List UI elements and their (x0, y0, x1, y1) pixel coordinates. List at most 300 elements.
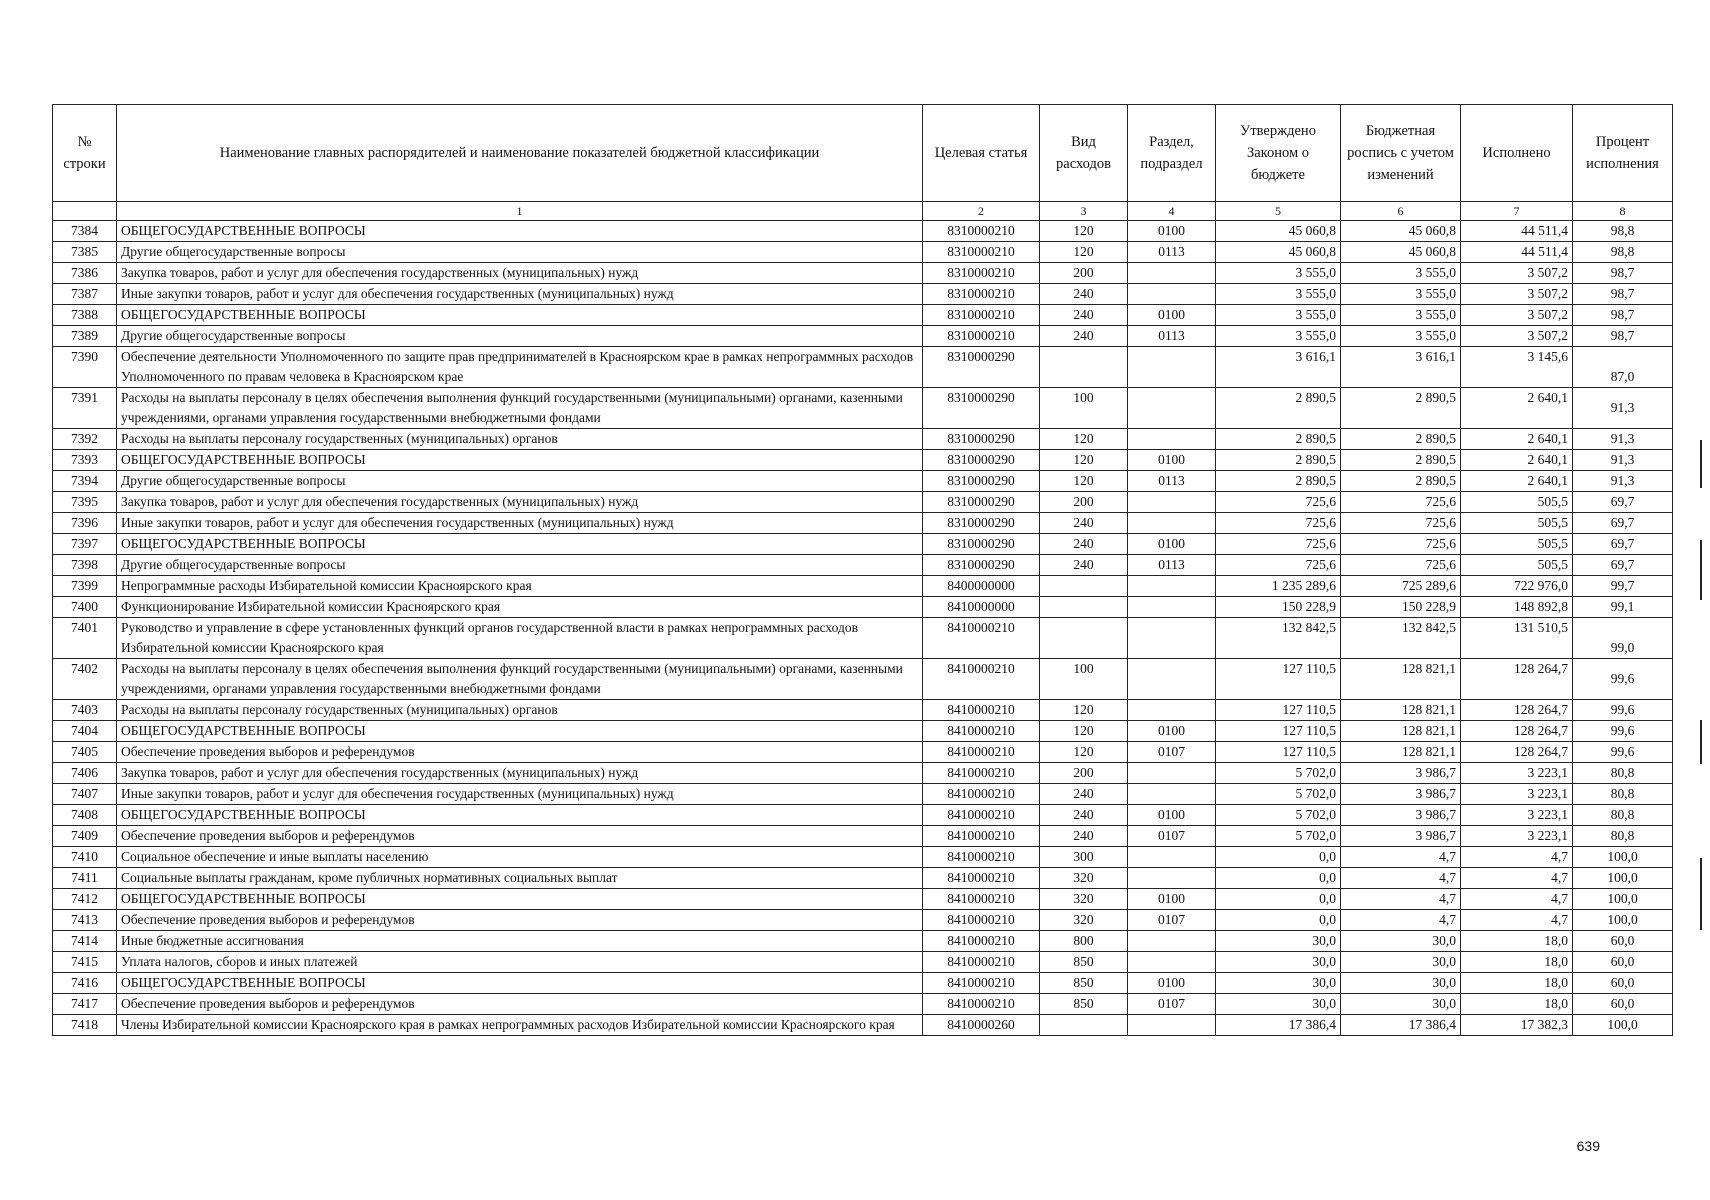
row-executed: 2 640,1 (1461, 450, 1573, 471)
row-section (1128, 931, 1216, 952)
row-budget-list: 725,6 (1341, 555, 1461, 576)
row-approved: 725,6 (1216, 513, 1341, 534)
row-expense-type: 320 (1040, 868, 1128, 889)
row-number: 7407 (53, 784, 117, 805)
row-executed: 128 264,7 (1461, 659, 1573, 700)
row-target-article: 8310000290 (923, 513, 1040, 534)
row-number: 7389 (53, 326, 117, 347)
table-row (53, 534, 1673, 555)
row-target-article: 8410000210 (923, 847, 1040, 868)
row-target-article: 8410000210 (923, 618, 1040, 659)
row-percent: 80,8 (1573, 826, 1673, 847)
row-budget-list: 3 986,7 (1341, 805, 1461, 826)
row-number: 7417 (53, 994, 117, 1015)
row-executed: 722 976,0 (1461, 576, 1573, 597)
row-percent: 100,0 (1573, 1015, 1673, 1036)
row-executed: 505,5 (1461, 534, 1573, 555)
row-percent: 99,0 (1573, 618, 1673, 659)
row-budget-list: 128 821,1 (1341, 721, 1461, 742)
row-percent: 80,8 (1573, 763, 1673, 784)
row-expense-type: 120 (1040, 471, 1128, 492)
row-executed: 505,5 (1461, 492, 1573, 513)
header-row (53, 105, 1673, 202)
row-approved: 0,0 (1216, 868, 1341, 889)
row-expense-type: 300 (1040, 847, 1128, 868)
column-number: 5 (1216, 202, 1341, 221)
row-budget-list: 2 890,5 (1341, 429, 1461, 450)
table-row (53, 576, 1673, 597)
row-section: 0100 (1128, 221, 1216, 242)
header-budget-list: Бюджетная роспись с учетом изменений (1341, 105, 1461, 202)
row-target-article: 8310000290 (923, 450, 1040, 471)
row-expense-type: 850 (1040, 994, 1128, 1015)
row-target-article: 8410000210 (923, 889, 1040, 910)
row-number: 7385 (53, 242, 117, 263)
row-expense-type: 240 (1040, 305, 1128, 326)
row-percent: 91,3 (1573, 429, 1673, 450)
row-expense-type: 800 (1040, 931, 1128, 952)
row-executed: 18,0 (1461, 952, 1573, 973)
row-budget-list: 3 986,7 (1341, 763, 1461, 784)
row-percent: 99,6 (1573, 659, 1673, 700)
row-target-article: 8410000210 (923, 742, 1040, 763)
row-name: Другие общегосударственные вопросы (117, 326, 923, 347)
row-expense-type: 850 (1040, 973, 1128, 994)
row-target-article: 8410000210 (923, 973, 1040, 994)
row-budget-list: 17 386,4 (1341, 1015, 1461, 1036)
row-percent: 60,0 (1573, 994, 1673, 1015)
row-section (1128, 429, 1216, 450)
row-number: 7409 (53, 826, 117, 847)
row-target-article: 8310000210 (923, 284, 1040, 305)
row-executed: 4,7 (1461, 868, 1573, 889)
row-approved: 3 555,0 (1216, 326, 1341, 347)
row-name: Закупка товаров, работ и услуг для обеспечения государственных (муниципальных) нужд (117, 763, 923, 784)
row-approved: 3 555,0 (1216, 284, 1341, 305)
header-section: Раздел, подраздел (1128, 105, 1216, 202)
row-name: Другие общегосударственные вопросы (117, 555, 923, 576)
row-budget-list: 3 555,0 (1341, 263, 1461, 284)
row-approved: 725,6 (1216, 555, 1341, 576)
row-target-article: 8410000210 (923, 721, 1040, 742)
table-row (53, 242, 1673, 263)
row-name: Другие общегосударственные вопросы (117, 471, 923, 492)
row-name: Социальное обеспечение и иные выплаты населению (117, 847, 923, 868)
row-budget-list: 3 986,7 (1341, 784, 1461, 805)
row-budget-list: 3 616,1 (1341, 347, 1461, 388)
header-target-article: Целевая статья (923, 105, 1040, 202)
scan-margin-mark (1700, 540, 1702, 600)
row-number: 7418 (53, 1015, 117, 1036)
row-number: 7398 (53, 555, 117, 576)
row-expense-type (1040, 347, 1128, 388)
row-executed: 4,7 (1461, 889, 1573, 910)
row-budget-list: 2 890,5 (1341, 388, 1461, 429)
row-expense-type (1040, 1015, 1128, 1036)
row-name: Другие общегосударственные вопросы (117, 242, 923, 263)
row-executed: 148 892,8 (1461, 597, 1573, 618)
row-number: 7402 (53, 659, 117, 700)
row-approved: 17 386,4 (1216, 1015, 1341, 1036)
row-section (1128, 347, 1216, 388)
row-percent: 100,0 (1573, 847, 1673, 868)
row-section: 0107 (1128, 910, 1216, 931)
row-number: 7390 (53, 347, 117, 388)
table-row (53, 388, 1673, 429)
table-row (53, 326, 1673, 347)
row-executed: 3 507,2 (1461, 305, 1573, 326)
row-section (1128, 1015, 1216, 1036)
column-number: 1 (117, 202, 923, 221)
header-expense-type: Вид расходов (1040, 105, 1128, 202)
row-section: 0100 (1128, 450, 1216, 471)
row-approved: 127 110,5 (1216, 700, 1341, 721)
row-expense-type: 200 (1040, 492, 1128, 513)
row-name: ОБЩЕГОСУДАРСТВЕННЫЕ ВОПРОСЫ (117, 973, 923, 994)
row-target-article: 8310000290 (923, 388, 1040, 429)
row-number: 7401 (53, 618, 117, 659)
row-expense-type: 240 (1040, 555, 1128, 576)
row-budget-list: 4,7 (1341, 868, 1461, 889)
header-approved: Утверждено Законом о бюджете (1216, 105, 1341, 202)
table-row (53, 784, 1673, 805)
row-section: 0100 (1128, 889, 1216, 910)
scan-margin-mark (1700, 858, 1702, 930)
table-row (53, 721, 1673, 742)
page-number: 639 (1576, 1138, 1600, 1154)
row-budget-list: 30,0 (1341, 952, 1461, 973)
row-section: 0107 (1128, 742, 1216, 763)
column-number: 7 (1461, 202, 1573, 221)
row-name: ОБЩЕГОСУДАРСТВЕННЫЕ ВОПРОСЫ (117, 305, 923, 326)
row-section: 0100 (1128, 721, 1216, 742)
row-name: Иные закупки товаров, работ и услуг для обеспечения государственных (муниципальных) нужд (117, 284, 923, 305)
row-section: 0113 (1128, 471, 1216, 492)
row-number: 7384 (53, 221, 117, 242)
row-expense-type: 120 (1040, 700, 1128, 721)
row-target-article: 8310000290 (923, 534, 1040, 555)
row-executed: 2 640,1 (1461, 388, 1573, 429)
row-target-article: 8310000210 (923, 242, 1040, 263)
row-section: 0107 (1128, 994, 1216, 1015)
row-expense-type: 120 (1040, 221, 1128, 242)
row-percent: 100,0 (1573, 910, 1673, 931)
row-executed: 4,7 (1461, 910, 1573, 931)
row-percent: 99,7 (1573, 576, 1673, 597)
row-name: Обеспечение проведения выборов и референдумов (117, 994, 923, 1015)
row-percent: 91,3 (1573, 450, 1673, 471)
row-number: 7411 (53, 868, 117, 889)
column-number-row (53, 202, 1673, 221)
row-target-article: 8410000210 (923, 659, 1040, 700)
row-expense-type (1040, 618, 1128, 659)
row-executed: 44 511,4 (1461, 221, 1573, 242)
row-name: Закупка товаров, работ и услуг для обеспечения государственных (муниципальных) нужд (117, 492, 923, 513)
row-target-article: 8410000210 (923, 910, 1040, 931)
row-name: Иные бюджетные ассигнования (117, 931, 923, 952)
row-name: Обеспечение деятельности Уполномоченного по защите прав предпринимателей в Красноярском крае в рамках непрограммных расходов Уполномоченного по правам человека в Красноярском крае (117, 347, 923, 388)
row-expense-type: 200 (1040, 763, 1128, 784)
row-percent: 98,8 (1573, 221, 1673, 242)
row-expense-type (1040, 597, 1128, 618)
budget-execution-table (52, 104, 1673, 1036)
row-number: 7388 (53, 305, 117, 326)
row-name: Расходы на выплаты персоналу в целях обеспечения выполнения функций государственными (муниципальными) органами, казенными учреждениями, органами управления государственными внебюджетными фондами (117, 388, 923, 429)
row-section (1128, 513, 1216, 534)
table-row (53, 555, 1673, 576)
row-section (1128, 784, 1216, 805)
table-row (53, 513, 1673, 534)
row-approved: 2 890,5 (1216, 388, 1341, 429)
row-section: 0113 (1128, 242, 1216, 263)
row-section (1128, 847, 1216, 868)
row-number: 7410 (53, 847, 117, 868)
row-approved: 127 110,5 (1216, 721, 1341, 742)
row-name: Иные закупки товаров, работ и услуг для обеспечения государственных (муниципальных) нужд (117, 513, 923, 534)
row-target-article: 8310000290 (923, 429, 1040, 450)
row-executed: 131 510,5 (1461, 618, 1573, 659)
row-name: Расходы на выплаты персоналу в целях обеспечения выполнения функций государственными (муниципальными) органами, казенными учреждениями, органами управления государственными внебюджетными фондами (117, 659, 923, 700)
row-percent: 99,6 (1573, 721, 1673, 742)
row-budget-list: 30,0 (1341, 931, 1461, 952)
row-percent: 80,8 (1573, 805, 1673, 826)
table-row (53, 826, 1673, 847)
row-section (1128, 618, 1216, 659)
row-budget-list: 4,7 (1341, 889, 1461, 910)
table-body (53, 221, 1673, 1036)
row-approved: 725,6 (1216, 534, 1341, 555)
row-budget-list: 4,7 (1341, 847, 1461, 868)
row-executed: 3 507,2 (1461, 284, 1573, 305)
row-expense-type: 240 (1040, 826, 1128, 847)
scan-margin-mark (1700, 440, 1702, 488)
row-number: 7414 (53, 931, 117, 952)
table-row (53, 700, 1673, 721)
row-percent: 60,0 (1573, 973, 1673, 994)
column-number: 6 (1341, 202, 1461, 221)
row-percent: 91,3 (1573, 388, 1673, 429)
row-executed: 3 145,6 (1461, 347, 1573, 388)
row-name: Члены Избирательной комиссии Красноярского края в рамках непрограммных расходов Избирательной комиссии Красноярского края (117, 1015, 923, 1036)
row-executed: 505,5 (1461, 513, 1573, 534)
row-percent: 98,7 (1573, 263, 1673, 284)
row-target-article: 8310000210 (923, 263, 1040, 284)
row-approved: 3 555,0 (1216, 305, 1341, 326)
row-number: 7416 (53, 973, 117, 994)
table-row (53, 221, 1673, 242)
row-section (1128, 659, 1216, 700)
row-executed: 3 223,1 (1461, 826, 1573, 847)
row-percent: 99,6 (1573, 700, 1673, 721)
row-section (1128, 284, 1216, 305)
row-section (1128, 263, 1216, 284)
row-target-article: 8310000210 (923, 326, 1040, 347)
row-percent: 100,0 (1573, 889, 1673, 910)
row-expense-type: 240 (1040, 805, 1128, 826)
row-approved: 2 890,5 (1216, 429, 1341, 450)
row-name: Социальные выплаты гражданам, кроме публичных нормативных социальных выплат (117, 868, 923, 889)
row-target-article: 8410000210 (923, 931, 1040, 952)
row-name: Функционирование Избирательной комиссии Красноярского края (117, 597, 923, 618)
row-number: 7408 (53, 805, 117, 826)
row-percent: 99,6 (1573, 742, 1673, 763)
row-section (1128, 388, 1216, 429)
row-budget-list: 45 060,8 (1341, 242, 1461, 263)
row-name: Расходы на выплаты персоналу государственных (муниципальных) органов (117, 429, 923, 450)
row-percent: 99,1 (1573, 597, 1673, 618)
table-row (53, 305, 1673, 326)
row-name: ОБЩЕГОСУДАРСТВЕННЫЕ ВОПРОСЫ (117, 889, 923, 910)
row-executed: 3 507,2 (1461, 326, 1573, 347)
row-section: 0100 (1128, 534, 1216, 555)
table-row (53, 805, 1673, 826)
row-percent: 69,7 (1573, 492, 1673, 513)
header-name: Наименование главных распорядителей и наименование показателей бюджетной классификации (117, 105, 923, 202)
row-name: Иные закупки товаров, работ и услуг для обеспечения государственных (муниципальных) нужд (117, 784, 923, 805)
table-row (53, 659, 1673, 700)
row-executed: 2 640,1 (1461, 429, 1573, 450)
row-percent: 87,0 (1573, 347, 1673, 388)
row-approved: 1 235 289,6 (1216, 576, 1341, 597)
row-expense-type: 100 (1040, 388, 1128, 429)
row-budget-list: 150 228,9 (1341, 597, 1461, 618)
row-number: 7397 (53, 534, 117, 555)
row-budget-list: 128 821,1 (1341, 700, 1461, 721)
row-number: 7396 (53, 513, 117, 534)
row-budget-list: 3 986,7 (1341, 826, 1461, 847)
row-percent: 69,7 (1573, 555, 1673, 576)
row-number: 7413 (53, 910, 117, 931)
table-row (53, 450, 1673, 471)
row-section (1128, 492, 1216, 513)
column-number: 4 (1128, 202, 1216, 221)
row-executed: 3 507,2 (1461, 263, 1573, 284)
row-budget-list: 128 821,1 (1341, 742, 1461, 763)
row-budget-list: 45 060,8 (1341, 221, 1461, 242)
row-executed: 505,5 (1461, 555, 1573, 576)
row-target-article: 8310000290 (923, 492, 1040, 513)
row-percent: 98,8 (1573, 242, 1673, 263)
table-row (53, 889, 1673, 910)
row-percent: 98,7 (1573, 326, 1673, 347)
row-budget-list: 725,6 (1341, 513, 1461, 534)
row-executed: 44 511,4 (1461, 242, 1573, 263)
row-name: Непрограммные расходы Избирательной комиссии Красноярского края (117, 576, 923, 597)
row-budget-list: 30,0 (1341, 973, 1461, 994)
row-section (1128, 763, 1216, 784)
row-approved: 2 890,5 (1216, 471, 1341, 492)
row-budget-list: 132 842,5 (1341, 618, 1461, 659)
row-percent: 69,7 (1573, 534, 1673, 555)
row-percent: 98,7 (1573, 284, 1673, 305)
row-budget-list: 2 890,5 (1341, 450, 1461, 471)
row-executed: 3 223,1 (1461, 784, 1573, 805)
row-target-article: 8310000210 (923, 305, 1040, 326)
row-number: 7399 (53, 576, 117, 597)
row-number: 7395 (53, 492, 117, 513)
header-executed: Исполнено (1461, 105, 1573, 202)
row-name: ОБЩЕГОСУДАРСТВЕННЫЕ ВОПРОСЫ (117, 721, 923, 742)
row-approved: 45 060,8 (1216, 221, 1341, 242)
row-executed: 128 264,7 (1461, 700, 1573, 721)
row-executed: 128 264,7 (1461, 742, 1573, 763)
row-target-article: 8310000210 (923, 221, 1040, 242)
row-target-article: 8410000210 (923, 805, 1040, 826)
row-budget-list: 4,7 (1341, 910, 1461, 931)
row-section: 0113 (1128, 555, 1216, 576)
table-row (53, 952, 1673, 973)
row-expense-type: 320 (1040, 910, 1128, 931)
row-executed: 3 223,1 (1461, 763, 1573, 784)
row-target-article: 8410000210 (923, 868, 1040, 889)
table-row (53, 931, 1673, 952)
row-name: Расходы на выплаты персоналу государственных (муниципальных) органов (117, 700, 923, 721)
table-row (53, 973, 1673, 994)
row-number: 7404 (53, 721, 117, 742)
table-row (53, 284, 1673, 305)
row-name: Уплата налогов, сборов и иных платежей (117, 952, 923, 973)
row-name: Закупка товаров, работ и услуг для обеспечения государственных (муниципальных) нужд (117, 263, 923, 284)
row-name: ОБЩЕГОСУДАРСТВЕННЫЕ ВОПРОСЫ (117, 221, 923, 242)
row-executed: 128 264,7 (1461, 721, 1573, 742)
table-row (53, 868, 1673, 889)
row-budget-list: 2 890,5 (1341, 471, 1461, 492)
row-number: 7405 (53, 742, 117, 763)
row-budget-list: 725,6 (1341, 492, 1461, 513)
row-approved: 30,0 (1216, 952, 1341, 973)
row-approved: 2 890,5 (1216, 450, 1341, 471)
row-section: 0100 (1128, 805, 1216, 826)
row-approved: 30,0 (1216, 973, 1341, 994)
row-approved: 0,0 (1216, 910, 1341, 931)
row-executed: 17 382,3 (1461, 1015, 1573, 1036)
row-section (1128, 952, 1216, 973)
row-budget-list: 30,0 (1341, 994, 1461, 1015)
table-row (53, 618, 1673, 659)
row-target-article: 8310000290 (923, 555, 1040, 576)
row-number: 7412 (53, 889, 117, 910)
row-target-article: 8410000210 (923, 700, 1040, 721)
row-number: 7406 (53, 763, 117, 784)
table-row (53, 1015, 1673, 1036)
row-target-article: 8410000210 (923, 784, 1040, 805)
row-target-article: 8310000290 (923, 471, 1040, 492)
table-row (53, 597, 1673, 618)
row-executed: 3 223,1 (1461, 805, 1573, 826)
table-row (53, 429, 1673, 450)
row-approved: 30,0 (1216, 994, 1341, 1015)
row-name: ОБЩЕГОСУДАРСТВЕННЫЕ ВОПРОСЫ (117, 450, 923, 471)
header-row-number: № строки (53, 105, 117, 202)
column-number: 2 (923, 202, 1040, 221)
row-approved: 0,0 (1216, 889, 1341, 910)
row-target-article: 8410000210 (923, 826, 1040, 847)
row-section: 0113 (1128, 326, 1216, 347)
scan-margin-mark (1700, 720, 1702, 764)
row-executed: 4,7 (1461, 847, 1573, 868)
row-number: 7400 (53, 597, 117, 618)
row-number: 7391 (53, 388, 117, 429)
row-section (1128, 597, 1216, 618)
row-section (1128, 868, 1216, 889)
row-expense-type: 200 (1040, 263, 1128, 284)
row-approved: 725,6 (1216, 492, 1341, 513)
row-target-article: 8410000210 (923, 994, 1040, 1015)
row-expense-type: 120 (1040, 742, 1128, 763)
row-target-article: 8310000290 (923, 347, 1040, 388)
row-expense-type: 240 (1040, 534, 1128, 555)
row-approved: 5 702,0 (1216, 826, 1341, 847)
